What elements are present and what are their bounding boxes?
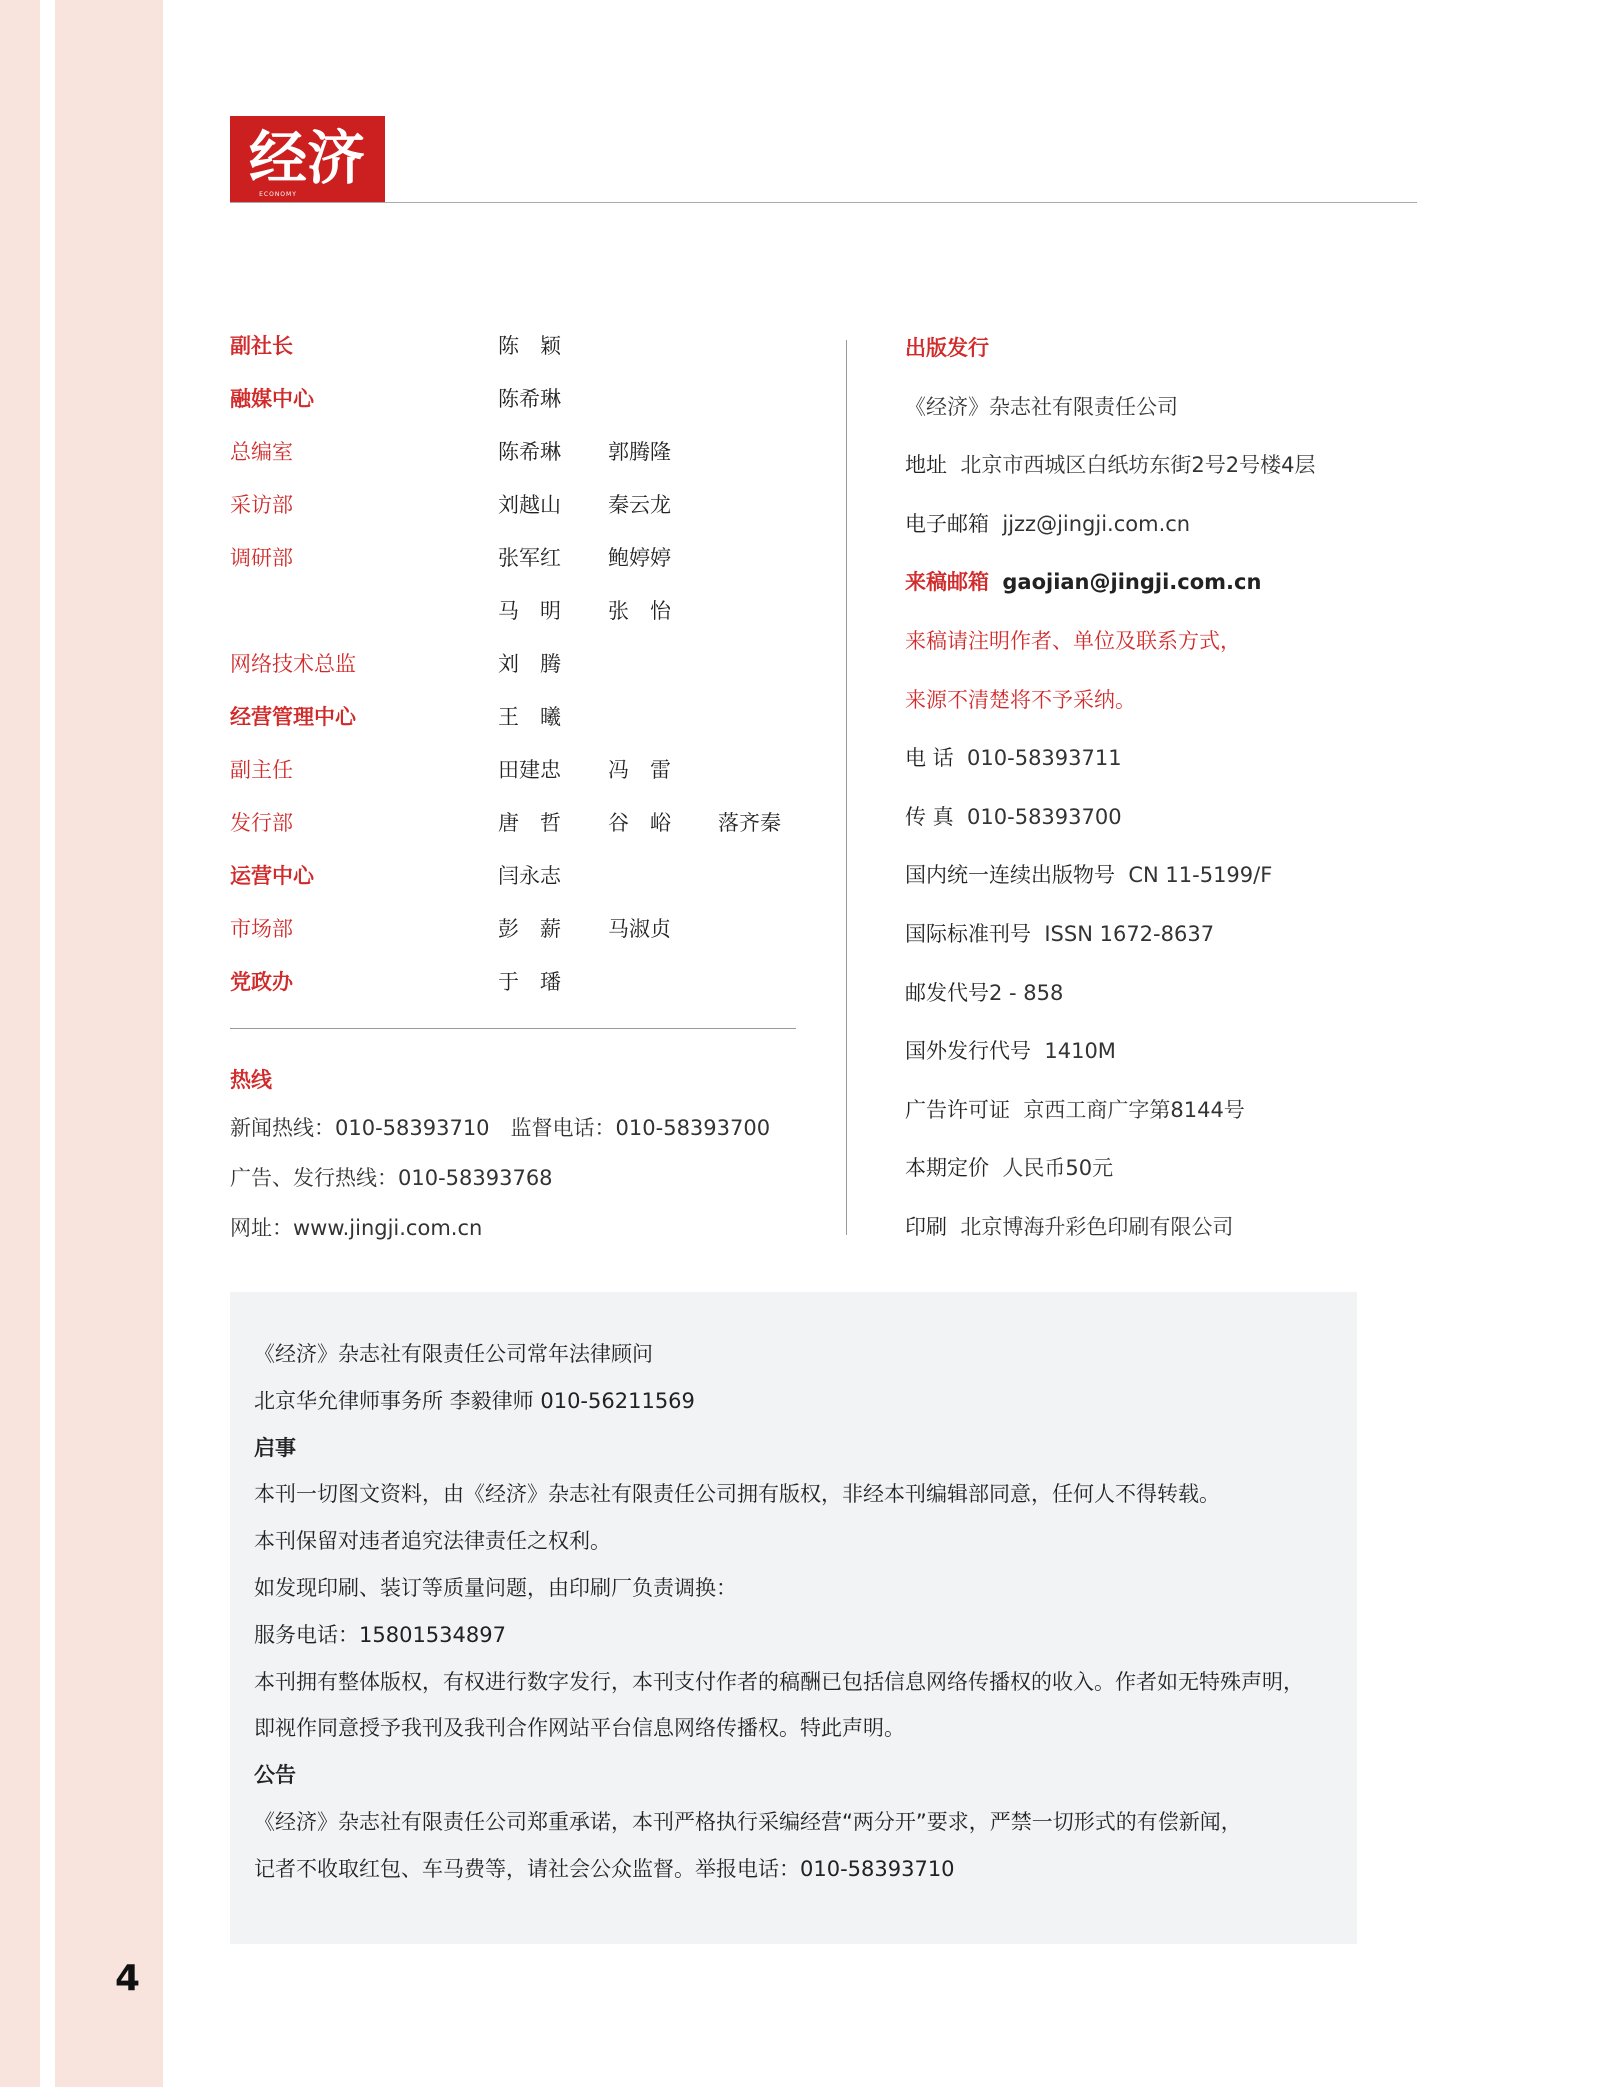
- department-label: 市场部: [230, 917, 293, 941]
- address-label: 地址: [905, 453, 947, 478]
- hotline-line: 广告、发行热线：010-58393768: [230, 1166, 553, 1190]
- price-label: 本期定价: [905, 1156, 989, 1181]
- notice-text: 本刊保留对违者追究法律责任之权利。: [254, 1529, 611, 1553]
- department-label: 网络技术总监: [230, 652, 356, 676]
- department-label: 经营管理中心: [230, 705, 356, 729]
- notice-text: 即视作同意授予我刊及我刊合作网站平台信息网络传播权。特此声明。: [254, 1716, 905, 1740]
- staff-name: 陈希琳: [498, 387, 561, 411]
- column-divider: [846, 340, 847, 1235]
- staff-name: 于 璠: [498, 970, 561, 994]
- staff-name: 谷 峪: [608, 811, 671, 835]
- phone-value: 010-58393711: [967, 746, 1122, 771]
- department-label: 总编室: [230, 440, 293, 464]
- department-label: 党政办: [230, 970, 293, 994]
- notice-text: 《经济》杂志社有限责任公司常年法律顾问: [254, 1342, 653, 1366]
- issn-label: 国际标准刊号: [905, 921, 1031, 946]
- submission-note: 来源不清楚将不予采纳。: [905, 687, 1136, 712]
- magazine-logo: [230, 116, 385, 202]
- notice-heading: 启事: [254, 1436, 296, 1460]
- notice-text: 本刊拥有整体版权，有权进行数字发行，本刊支付作者的稿酬已包括信息网络传播权的收入。作者如无特殊声明，: [254, 1670, 1304, 1694]
- department-label: 融媒中心: [230, 387, 314, 411]
- staff-name: 田建忠: [498, 758, 561, 782]
- hotline-line: 新闻热线：010-58393710 监督电话：010-58393700: [230, 1116, 771, 1140]
- staff-row: [230, 648, 810, 701]
- staff-name: 刘越山: [498, 493, 561, 517]
- staff-name: 陈希琳: [498, 440, 561, 464]
- staff-row: [230, 330, 810, 383]
- staff-row: [230, 966, 810, 1019]
- staff-name: 刘 腾: [498, 652, 561, 676]
- notice-text: 记者不收取红包、车马费等，请社会公众监督。举报电话：010-58393710: [254, 1857, 955, 1881]
- foreign-code-value: 1410M: [1044, 1039, 1116, 1064]
- fax-label: 传 真: [905, 804, 954, 829]
- staff-row: [230, 436, 810, 489]
- phone-label: 电 话: [905, 746, 954, 771]
- staff-row: [230, 913, 810, 966]
- staff-row: [230, 754, 810, 807]
- staff-name: 陈 颖: [498, 334, 561, 358]
- legal-notice-box: [230, 1292, 1357, 1944]
- department-label: 副社长: [230, 334, 293, 358]
- notice-text: 服务电话：15801534897: [254, 1623, 506, 1647]
- staff-name: 郭腾隆: [608, 440, 671, 464]
- department-label: 调研部: [230, 546, 293, 570]
- staff-divider: [230, 1028, 796, 1029]
- issn-value: ISSN 1672-8637: [1044, 921, 1215, 946]
- publisher-name: 《经济》杂志社有限责任公司: [905, 394, 1178, 419]
- staff-name: 落齐秦: [718, 811, 781, 835]
- staff-name: 马 明: [498, 599, 561, 623]
- email-value: jjzz@jingji.com.cn: [1002, 511, 1191, 536]
- margin-strip-gap: [40, 0, 55, 2087]
- logo-text: 经济: [248, 124, 366, 192]
- cn-label: 国内统一连续出版物号: [905, 863, 1115, 888]
- notice-text: 本刊一切图文资料，由《经济》杂志社有限责任公司拥有版权，非经本刊编辑部同意，任何人不得转载。: [254, 1482, 1220, 1506]
- department-label: 发行部: [230, 811, 293, 835]
- notice-heading: 公告: [254, 1763, 296, 1787]
- publish-title: 出版发行: [905, 336, 989, 360]
- staff-list: [230, 330, 810, 1019]
- logo-subtext: ECONOMY: [259, 191, 297, 198]
- staff-row: [230, 383, 810, 436]
- staff-name: 王 曦: [498, 705, 561, 729]
- staff-name: 冯 雷: [608, 758, 671, 782]
- staff-row: [230, 701, 810, 754]
- price-value: 人民币50元: [1002, 1156, 1114, 1181]
- postal-code-label: 邮发代号: [905, 980, 989, 1005]
- header-rule: [230, 202, 1417, 203]
- staff-row: [230, 807, 810, 860]
- department-label: 副主任: [230, 758, 293, 782]
- cn-value: CN 11-5199/F: [1128, 863, 1273, 888]
- staff-name: 张 怡: [608, 599, 671, 623]
- staff-name: 唐 哲: [498, 811, 561, 835]
- submit-email-label: 来稿邮箱: [905, 570, 989, 595]
- staff-row: [230, 542, 810, 595]
- address-value: 北京市西城区白纸坊东街2号2号楼4层: [960, 453, 1316, 478]
- email-label: 电子邮箱: [905, 511, 989, 536]
- margin-strip-outer: [0, 0, 40, 2087]
- department-label: 采访部: [230, 493, 293, 517]
- notice-text: 如发现印刷、装订等质量问题，由印刷厂负责调换：: [254, 1576, 737, 1600]
- hotline-title: 热线: [230, 1068, 272, 1092]
- publication-info: [905, 332, 1465, 1270]
- staff-row: [230, 860, 810, 913]
- staff-row: [230, 489, 810, 542]
- notice-text: 北京华允律师事务所 李毅律师 010-56211569: [254, 1389, 695, 1413]
- staff-name: 鲍婷婷: [608, 546, 671, 570]
- staff-name: 张军红: [498, 546, 561, 570]
- staff-name: 秦云龙: [608, 493, 671, 517]
- notice-text: 《经济》杂志社有限责任公司郑重承诺，本刊严格执行采编经营“两分开”要求，严禁一切形式的有偿新闻，: [254, 1810, 1242, 1834]
- margin-strip-inner: [55, 0, 163, 2087]
- postal-code-value: 2 - 858: [989, 980, 1064, 1005]
- submit-email-value: gaojian@jingji.com.cn: [1002, 570, 1262, 595]
- staff-name: 彭 薪: [498, 917, 561, 941]
- staff-name: 闫永志: [498, 864, 561, 888]
- foreign-code-label: 国外发行代号: [905, 1039, 1031, 1064]
- ad-license-label: 广告许可证: [905, 1097, 1010, 1122]
- submission-note: 来稿请注明作者、单位及联系方式，: [905, 628, 1241, 653]
- printer-label: 印刷: [905, 1214, 947, 1239]
- department-label: 运营中心: [230, 864, 314, 888]
- staff-row: [230, 595, 810, 648]
- website-line: 网址：www.jingji.com.cn: [230, 1216, 483, 1240]
- staff-name: 马淑贞: [608, 917, 671, 941]
- page-number: 4: [115, 1958, 141, 1999]
- ad-license-value: 京西工商广字第8144号: [1023, 1097, 1245, 1122]
- printer-value: 北京博海升彩色印刷有限公司: [960, 1214, 1234, 1239]
- fax-value: 010-58393700: [967, 804, 1122, 829]
